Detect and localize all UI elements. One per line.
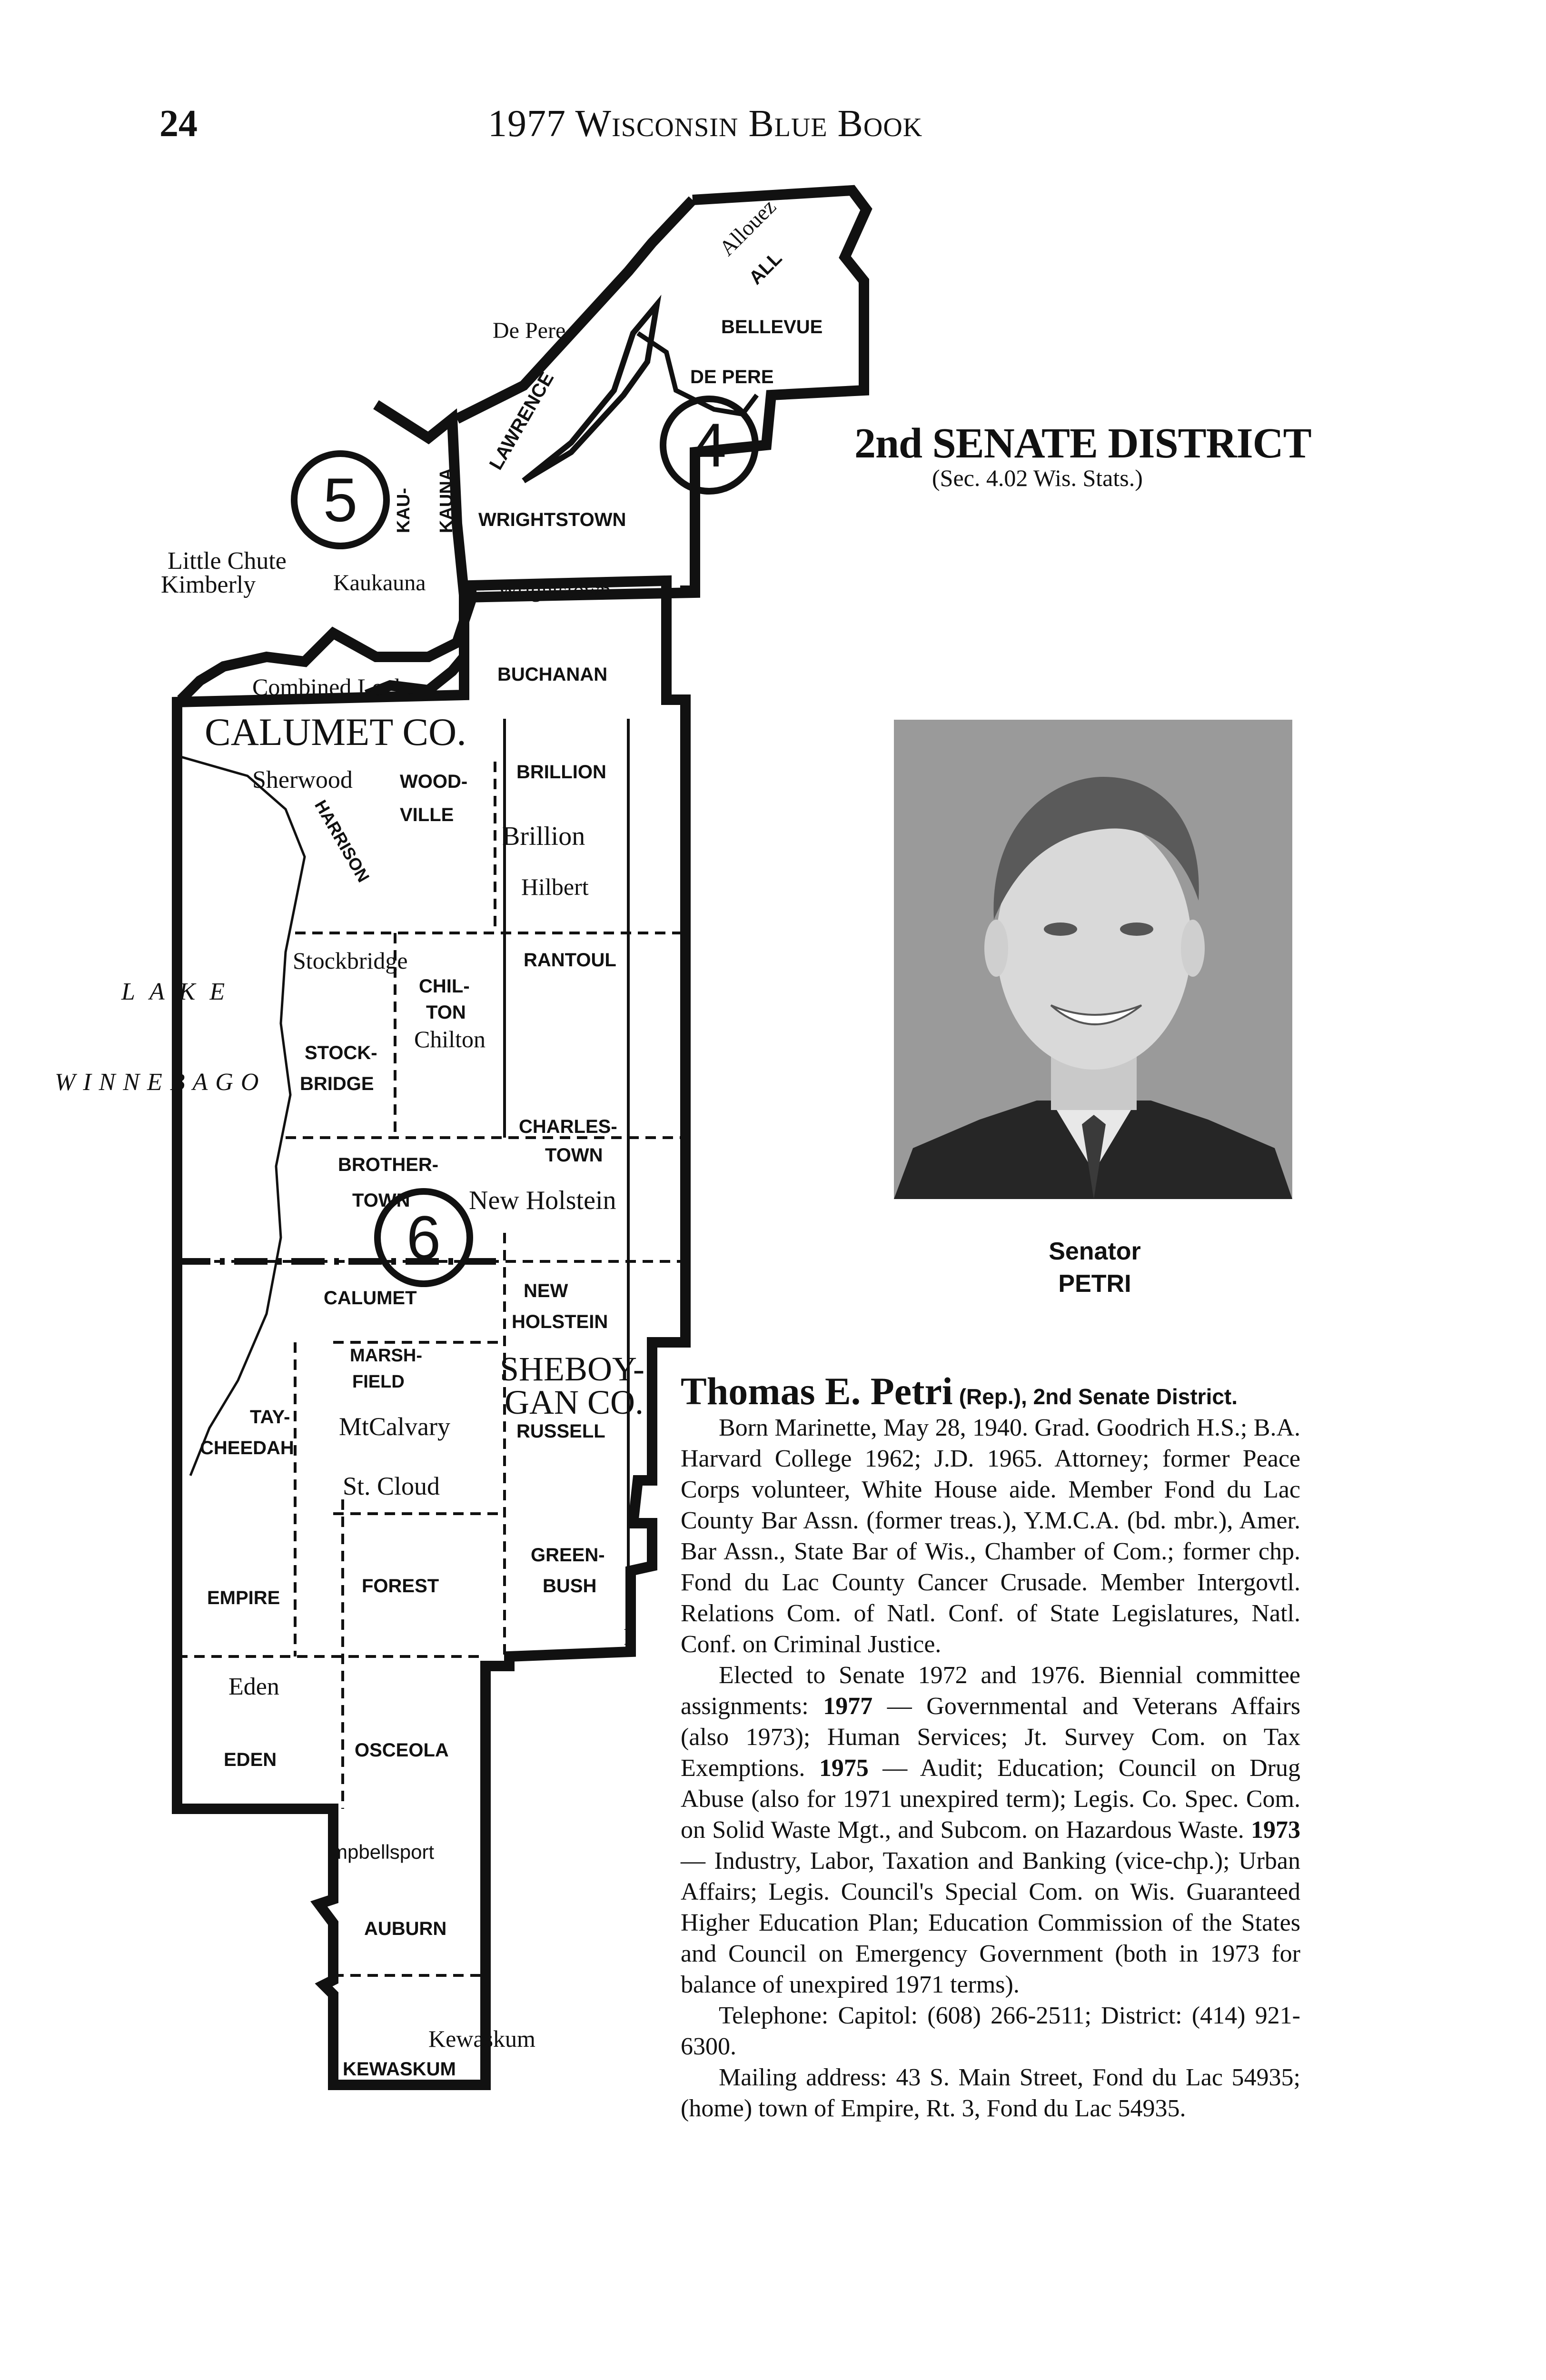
label-little-chute: Little Chute (168, 547, 287, 575)
label-forest: FOREST (362, 1576, 439, 1597)
label-harrison: HARRISON (311, 796, 374, 886)
label-lake-b: WINNEBAGO (55, 1069, 267, 1096)
label-brillion-town: BRILLION (516, 762, 606, 783)
label-combined-locks: Combined Locks (252, 674, 416, 700)
caption-name: PETRI (1058, 1270, 1131, 1298)
district-subtitle: (Sec. 4.02 Wis. Stats.) (932, 465, 1143, 491)
party-affiliation: (Rep.) (959, 1384, 1021, 1409)
label-empire: EMPIRE (207, 1587, 280, 1608)
label-brillion-city: Brillion (502, 822, 585, 851)
bio-telephone: Telephone: Capitol: (608) 266-2511; District: (414) 921-6300. (681, 2002, 1300, 2060)
label-eden-town: EDEN (224, 1749, 277, 1770)
label-campbellsport: mpbellsport (331, 1841, 435, 1863)
photo-caption (981, 1235, 1209, 1300)
caption-title: Senator (1049, 1238, 1141, 1265)
district-number-4: 4 (692, 410, 727, 480)
label-all: ALL (745, 248, 786, 289)
label-allouez: Allouez (714, 194, 781, 261)
label-lake-a: LAKE (121, 978, 239, 1005)
label-greenbush-a: GREEN- (531, 1545, 605, 1566)
label-chilton-town-a: CHIL- (419, 976, 470, 997)
label-eden-village: Eden (228, 1673, 279, 1700)
label-de-pere-city: De Pere (493, 318, 566, 343)
label-new-holstein-city: New Holstein (469, 1186, 616, 1215)
label-p-edge: P (624, 1623, 637, 1650)
label-de-pere-town: DE PERE (690, 367, 774, 387)
label-calumet-co: CALUMET CO. (205, 710, 466, 754)
district-suffix: , 2nd Senate District. (1021, 1384, 1238, 1409)
label-stockbridge-town-a: STOCK- (305, 1042, 377, 1063)
label-chilton-city: Chilton (414, 1026, 486, 1052)
label-osceola: OSCEOLA (355, 1740, 449, 1761)
senator-photo (894, 720, 1292, 1199)
label-taycheedah-b: CHEEDAH (200, 1438, 294, 1458)
label-st-cloud: St. Cloud (343, 1472, 440, 1500)
label-marshfield-b: FIELD (352, 1372, 405, 1392)
label-sheboygan-b: GAN CO. (505, 1383, 644, 1421)
label-charlestown-b: TOWN (545, 1145, 603, 1166)
bio-para-1 (681, 1369, 1300, 1660)
label-chilton-town-b: TON (426, 1002, 466, 1023)
label-charlestown-a: CHARLES- (519, 1116, 617, 1137)
label-hilbert: Hilbert (521, 873, 589, 900)
label-kaukauna-city: Kaukauna (333, 570, 426, 595)
label-auburn: AUBURN (364, 1918, 447, 1939)
label-sheboygan-a: SHEBOY- (500, 1350, 645, 1388)
label-calumet-town: CALUMET (324, 1288, 417, 1309)
label-kimberly: Kimberly (161, 571, 256, 598)
label-lawrence: LAWRENCE (485, 368, 558, 474)
page-number: 24 (159, 103, 198, 145)
label-wrightstown-village: Wrightstown (497, 578, 611, 602)
bio-mailing-address: Mailing address: 43 S. Main Street, Fond du Lac 54935; (home) town of Empire, Rt. 3, Fond du Lac 54935. (681, 2064, 1300, 2122)
running-header: 1977 Wisconsin Blue Book (488, 103, 923, 145)
label-stockbridge-village: Stockbridge (293, 947, 408, 974)
label-sherwood: Sherwood (252, 766, 353, 793)
label-kewaskum-town: KEWASKUM (343, 2059, 456, 2080)
label-new-holstein-town-a: NEW (524, 1280, 568, 1301)
biography (681, 1369, 1301, 2124)
district-number-5: 5 (323, 465, 358, 535)
bio-para-2: Elected to Senate 1972 and 1976. Biennial committee assignments: 1977 — Governmental and Veterans Affairs (also 1973); Human Services; Jt. Survey Com. on Tax Exemptions. 1975 — Audit; Education; Council on Drug Abuse (also for 1971 unexpired term); Legis. Co. Spec. Com. on Solid Waste Mgt., and Subcom. on Hazardous Waste. 1973 — Industry, Labor, Taxation and Banking (vice-chp.); Urban Affairs; Legis. Council's Special Com. on Wis. Guaranteed Higher Education Plan; Education Commission of the States and Council on Emergency Government (both in 1973 for balance of unexpired 1971 terms). (681, 1662, 1301, 1998)
label-kaukauna-town-a: KAU- (394, 488, 414, 533)
label-rantoul: RANTOUL (524, 950, 616, 971)
label-stockbridge-town-b: BRIDGE (300, 1073, 374, 1094)
senator-name: Thomas E. Petri (681, 1369, 953, 1413)
label-russell: RUSSELL (516, 1421, 605, 1442)
label-wrightstown-town: WRIGHTSTOWN (478, 509, 626, 530)
label-kaukauna-town-b: KAUNA (436, 467, 456, 533)
map-lake-shore (181, 757, 305, 1476)
label-greenbush-b: BUSH (543, 1576, 597, 1597)
label-brothertown-a: BROTHER- (338, 1154, 439, 1175)
label-new-holstein-town-b: HOLSTEIN (512, 1311, 608, 1332)
label-bellevue: BELLEVUE (721, 317, 823, 337)
label-buchanan: BUCHANAN (497, 664, 608, 685)
label-woodville-b: VILLE (400, 804, 454, 825)
label-taycheedah-a: TAY- (250, 1407, 290, 1428)
label-marshfield-a: MARSH- (350, 1346, 422, 1366)
label-mt-calvary: MtCalvary (339, 1412, 450, 1441)
bio-text-1: Born Marinette, May 28, 1940. Grad. Goodrich H.S.; B.A. Harvard College 1962; J.D. 1965. Attorney; former Peace Corps volunteer, White House aide. Member Fond du Lac County Bar Assn. (former treas.), Y.M.C.A. (bd. mbr.), Amer. Bar Assn., State Bar of Wis., Chamber of Com.; former chp. Fond du Lac County Cancer Crusade. Member Intergovtl. Relations Com. of Natl. Conf. of State Legislatures, Natl. Conf. on Criminal Justice. (681, 1414, 1300, 1658)
district-number-6: 6 (406, 1203, 441, 1272)
map-upper-boundary (367, 200, 693, 695)
label-kewaskum-village: Kewaskum (428, 2025, 535, 2052)
label-brothertown-b: TOWN (352, 1190, 410, 1211)
label-woodville-a: WOOD- (400, 771, 468, 792)
district-title: 2nd SENATE DISTRICT (854, 420, 1311, 467)
